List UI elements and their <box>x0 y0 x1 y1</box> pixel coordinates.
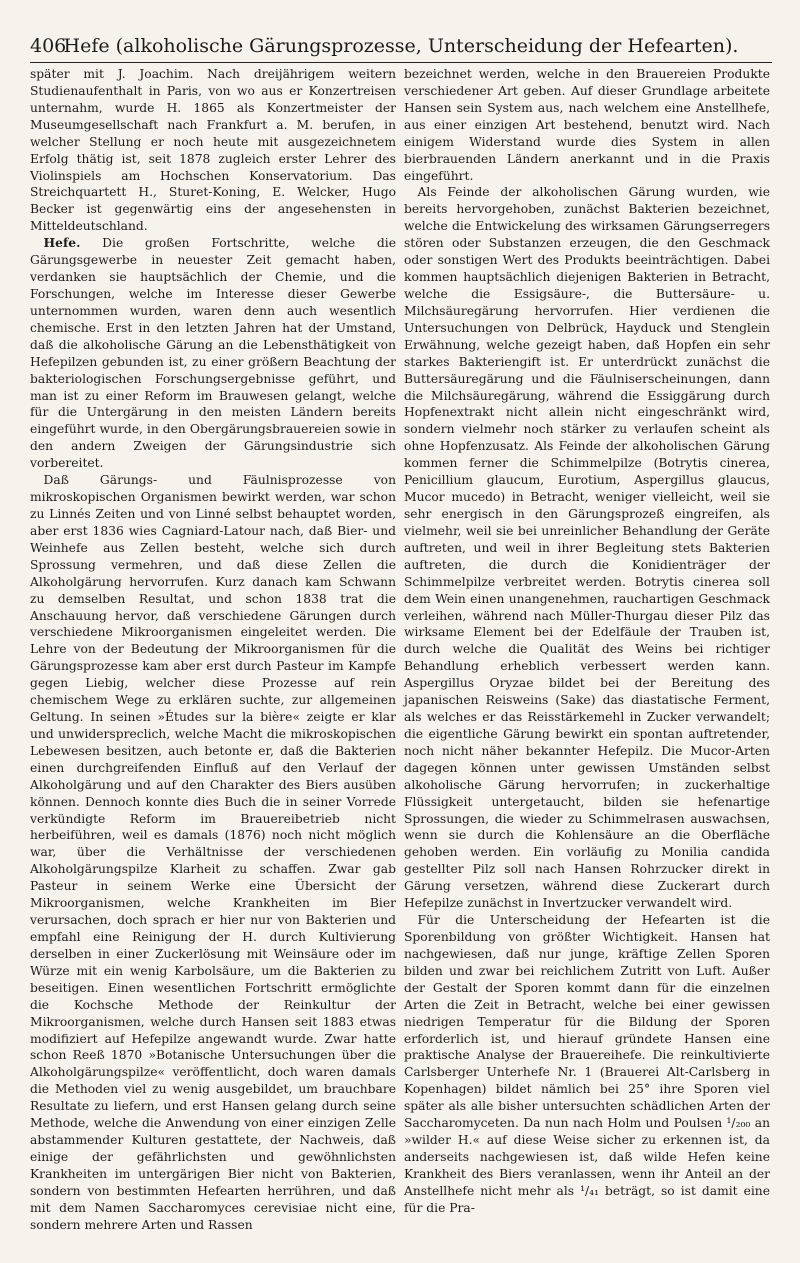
paragraph-enemies: Als Feinde der alkoholischen Gärung wurden, wie bereits hervorgehoben, zunächst Bakterien bezeichnet, welche die Entwickelung des wirksamen Gärungserregers stören oder Substanzen erzeugen, die den Geschmack oder sonstigen Wert des Produkts beeinträchtigen. Dabei kommen hauptsächlich diejenigen Bakterien in Betracht, welche die Essigsäure-, die Buttersäure- u. Milchsäuregärung hervorrufen. Hier verdienen die Untersuchungen von Delbrück, Hayduck und Stenglein Erwähnung, welche gezeigt haben, daß Hopfen ein sehr starkes Bakteriengift ist. Er unterdrückt zunächst die Buttersäuregärung und die Fäulniserscheinungen, dann die Milchsäuregärung, während die Essiggärung durch Hopfenextrakt nicht allein nicht eingeschränkt wird, sondern vielmehr noch stärker zu verlaufen scheint als ohne Hopfenzusatz. Als Feinde der alkoholischen Gärung kommen ferner die Schimmelpilze (Botrytis cinerea, Penicillium glaucum, Eurotium, Aspergillus glaucus, Mucor mucedo) in Betracht, weniger vielleicht, weil sie sehr energisch in den Gärungsprozeß eingreifen, als vielmehr, weil sie bei unreinlicher Behandlung der Geräte auftreten, und weil in ihrer Begleitung stets Bakterien auftreten, die durch die Konidienträger der Schimmelpilze verbreitet werden. Botrytis cinerea soll dem Wein einen unangenehmen, rauchartigen Geschmack verleihen, während nach Müller-Thurgau dieser Pilz das wirksame Element bei der Edelfäule der Trauben ist, durch welche die Qualität des Weins bei richtiger Behandlung erheblich verbessert werden kann. Aspergillus Oryzae bildet bei der Bereitung des japanischen Reisweins (Sake) das diastatische Ferment, als welches er das Reisstärkemehl in Zucker verwandelt; die eigentliche Gärung bewirkt ein spontan auftretender, noch nicht näher bekannter Hefepilz. Die Mucor-Arten dagegen können unter gewissen Umständen selbst alkoholische Gärung hervorrufen; in zuckerhaltige Flüssigkeit untergetaucht, bilden sie hefenartige Sprossungen, die wieder zu Schimmelrasen auswachsen, wenn sie durch die Kohlensäure an die Oberfläche gehoben werden. Ein vorläufig zu Monilia candida gestellter Pilz soll nach Hansen Rohrzucker direkt in Gärung versetzen, während diese Zuckerart durch Hefepilze zunächst in Invertzucker verwandelt wird. <box>404 185 770 911</box>
left-column <box>30 66 396 1234</box>
paragraph-continuation: später mit J. Joachim. Nach dreijährigem weitern Studienaufenthalt in Paris, von wo aus er Konzertreisen unternahm, wurde H. 1865 als Konzertmeister der Museumgesellschaft nach Frankfurt a. M. berufen, in welcher Stellung er noch heute mit ausgezeichnetem Erfolg thätig ist, seit 1878 zugleich erster Lehrer des Violinspiels am Hochschen Konservatorium. Das Streichquartett H., Sturet-Koning, E. Welcker, Hugo Becker ist gegenwärtig eins der angesehensten in Mitteldeutschland. <box>30 67 396 234</box>
entry-headword: Hefe. <box>43 235 81 251</box>
paragraph-text: Die großen Fortschritte, welche die Gärungsgewerbe in neuester Zeit gemacht haben, verdanken sie hauptsächlich der Chemie, und die Forschungen, welche im Interesse dieser Gewerbe unternommen wurden, waren denn auch wesentlich chemische. Erst in den letzten Jahren hat der Umstand, daß die alkoholische Gärung an die Lebensthätigkeit von Hefepilzen gebunden ist, zu einer größern Beachtung der bakteriologischen Forschungsergebnisse geführt, und man ist zu einer Reform im Brauwesen gelangt, welche für die Untergärung in den meisten Ländern bereits eingeführt wurde, in den Obergärungsbrauereien sowie in den andern Zweigen der Gärungsindustrie sich vorbereitet. <box>30 236 396 471</box>
running-title: Hefe (alkoholische Gärungsprozesse, Unterscheidung der Hefearten). <box>63 35 739 57</box>
paragraph-history: Daß Gärungs- und Fäulnisprozesse von mikroskopischen Organismen bewirkt werden, war schon zu Linnés Zeiten und von Linné selbst behauptet worden, aber erst 1836 wies Cagniard-Latour nach, daß Bier- und Weinhefe aus Zellen besteht, welche sich durch Sprossung vermehren, und daß diese Zellen die Alkoholgärung hervorrufen. Kurz danach kam Schwann zu demselben Resultat, und schon 1838 trat die Anschauung hervor, daß verschiedene Gärungen durch verschiedene Mikroorganismen eingeleitet werden. Die Lehre von der Bedeutung der Mikroorganismen für die Gärungsprozesse kam aber erst durch Pasteur im Kampfe gegen Liebig, welcher diese Prozesse auf rein chemischem Wege zu erklären suchte, zur allgemeinen Geltung. In seinen »Études sur la bière« zeigte er klar und unwiderspreclich, welche Macht die mikroskopischen Lebewesen besitzen, auch betonte er, daß die Bakterien einen durchgreifenden Einfluß auf den Verlauf der Alkoholgärung und auf den Charakter des Biers ausüben können. Dennoch konnte dies Buch die in seiner Vorrede verkündigte Reform im Brauereibetrieb nicht herbeiführen, weil es damals (1876) noch nicht möglich war, über die Verhältnisse der verschiedenen Alkoholgärungspilze Klarheit zu schaffen. Zwar gab Pasteur in seinem Werke eine Übersicht der Mikroorganismen, welche Krankheiten im Bier verursachen, doch sprach er hier nur von Bakterien und empfahl eine Reinigung der H. durch Kultivierung derselben in einer Zuckerlösung mit Weinsäure oder im Würze mit ein wenig Karbolsäure, um die Bakterien zu beseitigen. Einen wesentlichen Fortschritt ermöglichte die Kochsche Methode der Reinkultur der Mikroorganismen, welche durch Hansen seit 1883 etwas modifiziert auf Hefepilze angewandt wurde. Zwar hatte schon Reeß 1870 »Botanische Untersuchungen über die Alkoholgärungspilze« veröffentlicht, doch waren damals die Methoden viel zu wenig ausgebildet, um brauchbare Resultate zu liefern, und erst Hansen gelang durch seine Methode, welche die Anwendung von einer einzigen Zelle abstammender Kulturen gestattete, der Nachweis, daß einige der gefährlichsten und gewöhnlichsten Krankheiten im untergärigen Bier nicht von Bakterien, sondern von bestimmten Hefearten herrühren, und daß mit dem Namen Saccharomyces cerevisiae nicht eine, sondern mehrere Arten und Rassen <box>30 473 396 1232</box>
paragraph-continuation: bezeichnet werden, welche in den Brauereien Produkte verschiedener Art geben. Auf dieser Grundlage arbeitete Hansen sein System aus, nach welchem eine Anstellhefe, aus einer einzigen Art bestehend, benutzt wird. Nach einigem Widerstand wurde dies System in allen bierbrauenden Ländern anerkannt und in die Praxis eingeführt. <box>404 67 770 183</box>
paragraph-hefe-intro <box>30 235 396 472</box>
paragraph-distinction: Für die Unterscheidung der Hefearten ist die Sporenbildung von größter Wichtigkeit. Hansen hat nachgewiesen, daß nur junge, kräftige Zellen Sporen bilden und zwar bei reichlichem Zutritt von Luft. Außer der Gestalt der Sporen kommt dann für die einzelnen Arten die Zeit in Betracht, welche bei einer gewissen niedrigen Temperatur für die Bildung der Sporen erforderlich ist, und hierauf gründete Hansen eine praktische Analyse der Brauereihefe. Die reinkultivierte Carlsberger Unterhefe Nr. 1 (Brauerei Alt-Carlsberg in Kopenhagen) bildet nämlich bei 25° ihre Sporen viel später als alle bisher untersuchten schädlichen Arten der Saccharomyceten. Da nun nach Holm und Poulsen ¹/₂₀₀ an »wilder H.« auf diese Weise sicher zu erkennen ist, da anderseits nachgewiesen ist, daß wilde Hefen keine Krankheit des Biers veranlassen, wenn ihr Anteil an der Anstellhefe nicht mehr als ¹/₄₁ beträgt, so ist damit eine für die Pra- <box>404 913 770 1215</box>
right-column <box>404 66 770 1217</box>
running-header <box>30 30 772 63</box>
page-number: 406 <box>30 35 67 57</box>
